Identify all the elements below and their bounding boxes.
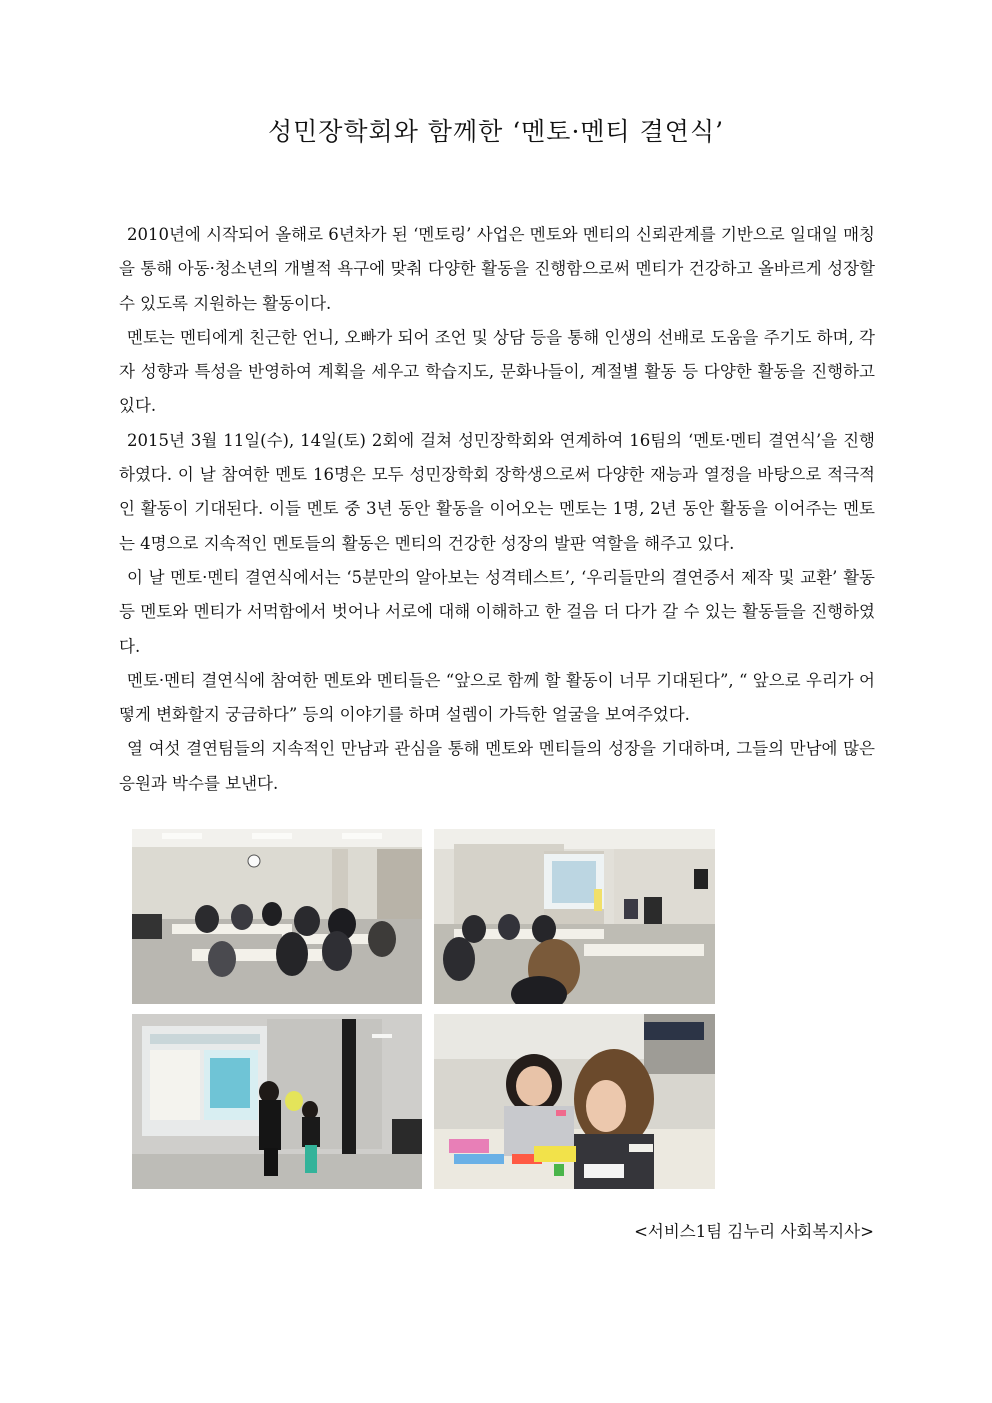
paragraph-5: 멘토·멘티 결연식에 참여한 멘토와 멘티들은 “앞으로 함께 할 활동이 너무 기대된다”, “ 앞으로 우리가 어떻게 변화할지 궁금하다” 등의 이야기를 하며 설렘이 가득한 얼굴을 보여주었다.: [119, 670, 875, 725]
photo-classroom-students: [132, 829, 422, 1004]
author-credit: <서비스1팀 김누리 사회복지사>: [634, 1222, 874, 1241]
paragraph-2: 멘토는 멘티에게 친근한 언니, 오빠가 되어 조언 및 상담 등을 통해 인생의 선배로 도움을 주기도 하며, 각자 성향과 특성을 반영하여 계획을 세우고 학습지도, 문화나들이, 계절별 활동 등 다양한 활동을 진행하고 있다.: [119, 327, 875, 416]
paragraph-1: 2010년에 시작되어 올해로 6년차가 된 ‘멘토링’ 사업은 멘토와 멘티의 신뢰관계를 기반으로 일대일 매칭을 통해 아동·청소년의 개별적 욕구에 맞춰 다양한 활동을 진행함으로써 멘티가 건강하고 올바르게 성장할 수 있도록 지원하는 활동이다.: [119, 225, 875, 313]
paragraph-3: 2015년 3월 11일(수), 14일(토) 2회에 걸쳐 성민장학회와 연계하여 16팀의 ‘멘토·멘티 결연식’을 진행하였다. 이 날 참여한 멘토 16명은 모두 성민장학회 장학생으로써 다양한 재능과 열정을 바탕으로 적극적인 활동이 기대된다. 이들 멘토 중 3년 동안 활동을 이어오는 멘토는 1명, 2년 동안 활동을 이어주는 멘토는 4명으로 지속적인 멘토들의 활동은 멘티의 건강한 성장의 발판 역할을 해주고 있다.: [119, 430, 875, 553]
paragraph-4: 이 날 멘토·멘티 결연식에서는 ‘5분만의 알아보는 성격테스트’, ‘우리들만의 결연증서 제작 및 교환’ 활동 등 멘토와 멘티가 서먹함에서 벗어나 서로에 대해 이해하고 한 걸음 더 다가 갈 수 있는 활동들을 진행하였다.: [119, 567, 875, 656]
photo-personality-test-presentation: [132, 1014, 422, 1189]
paragraph-6: 열 여섯 결연팀들의 지속적인 만남과 관심을 통해 멘토와 멘티들의 성장을 기대하며, 그들의 만남에 많은 응원과 박수를 보낸다.: [119, 739, 875, 793]
article-body: [119, 218, 875, 801]
photo-classroom-presentation: [434, 829, 715, 1004]
photo-grid: [132, 829, 716, 1189]
article-title: 성민장학회와 함께한 ‘멘토·멘티 결연식’: [267, 117, 725, 146]
photo-mentor-mentee-craft: [434, 1014, 715, 1189]
